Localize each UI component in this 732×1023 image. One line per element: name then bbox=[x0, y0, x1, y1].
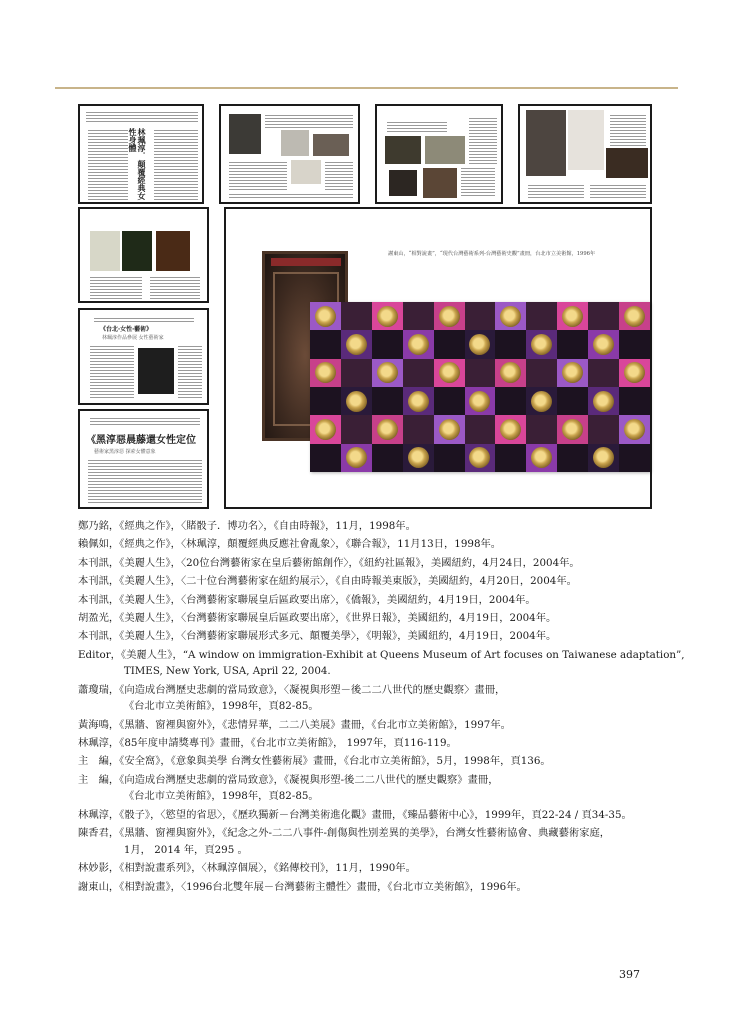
artwork-cell bbox=[526, 415, 557, 443]
gold-disc bbox=[531, 447, 552, 468]
artwork-cell bbox=[403, 359, 434, 387]
artwork-cell bbox=[310, 302, 341, 330]
artwork-cell bbox=[434, 302, 465, 330]
artwork-cell bbox=[465, 387, 496, 415]
artwork-cell bbox=[310, 359, 341, 387]
artwork-cell bbox=[526, 302, 557, 330]
artwork-cell bbox=[372, 387, 403, 415]
gold-disc bbox=[439, 419, 460, 440]
artwork-cell bbox=[403, 444, 434, 472]
artwork-cell bbox=[403, 302, 434, 330]
artwork-cell bbox=[465, 359, 496, 387]
gold-disc bbox=[562, 419, 583, 440]
artwork-cell bbox=[557, 330, 588, 358]
artwork-cell bbox=[465, 330, 496, 358]
artwork-cell bbox=[341, 444, 372, 472]
bibliography-entry: 黃海鳴，《黑牆、窗裡與窗外》，《悲情昇華，二二八美展》畫冊，《台北市立美術館》，1997年。 bbox=[78, 718, 511, 731]
artwork-cell bbox=[557, 444, 588, 472]
gold-disc bbox=[377, 419, 398, 440]
artwork-cell bbox=[495, 359, 526, 387]
clipping-caption: 林珮淳作品參展 女性藝術家 bbox=[102, 335, 164, 341]
artwork-cell bbox=[372, 444, 403, 472]
clipping-heading: 《台北‧女性‧藝術》 bbox=[100, 326, 153, 333]
bibliography-list bbox=[78, 518, 688, 897]
gold-disc bbox=[593, 391, 614, 412]
gold-disc bbox=[408, 334, 429, 355]
bibliography-entry: 林妙影，《相對說畫系列》，〈林珮淳個展〉，《銘傳校刊》，11月，1990年。 bbox=[78, 862, 416, 875]
clipping-3 bbox=[375, 104, 503, 204]
artwork-cell bbox=[372, 415, 403, 443]
artwork-cell bbox=[465, 444, 496, 472]
artwork-cell bbox=[341, 359, 372, 387]
checkerboard-artwork bbox=[310, 302, 650, 472]
artwork-cell bbox=[557, 387, 588, 415]
bibliography-entry: 本刊訊，《美麗人生》，〈台灣藝術家聯展皇后區政要出席〉，《僑報》，美國紐約，4月19日，2004年。 bbox=[78, 593, 536, 606]
bibliography-entry: 主 編，《向造成台灣歷史悲劇的當局致意》，《凝視與形塑-後二二八世代的歷史觀察》畫冊， 《台北市立美術館》，1998年，頁82-85。 bbox=[78, 773, 499, 803]
bibliography-entry: 本刊訊，《美麗人生》，〈二十位台灣藝術家在紐約展示〉，《自由時報美東版》，美國紐約，4月20日，2004年。 bbox=[78, 575, 577, 588]
artwork-cell bbox=[434, 444, 465, 472]
artwork-caption: 謝東山，“相對說畫”，“現代台灣藝術系列-台灣藝術史觀”畫冊，台北市立美術館，1996年 bbox=[388, 251, 596, 257]
gold-disc bbox=[315, 362, 336, 383]
gold-disc bbox=[469, 391, 490, 412]
artwork-cell bbox=[619, 387, 650, 415]
artwork-cell bbox=[619, 415, 650, 443]
page-number: 397 bbox=[619, 968, 640, 981]
clipping-headline: 林珮淳．顛覆經典女性身體 bbox=[128, 128, 146, 200]
artwork-cell bbox=[588, 444, 619, 472]
artwork-cell bbox=[403, 387, 434, 415]
gold-disc bbox=[377, 362, 398, 383]
clipping-5 bbox=[78, 207, 209, 303]
bibliography-entry: 胡盈光，《美麗人生》，〈台灣藝術家聯展皇后區政要出席〉，《世界日報》，美國紐約，4月19日，2004年。 bbox=[78, 611, 557, 624]
artwork-cell bbox=[434, 387, 465, 415]
artwork-cell bbox=[495, 387, 526, 415]
gold-disc bbox=[500, 419, 521, 440]
bibliography-entry: 本刊訊，《美麗人生》，〈台灣藝術家聯展形式多元、顛覆美學〉，《明報》，美國紐約，4月19日，2004年。 bbox=[78, 630, 557, 643]
artwork-cell bbox=[372, 359, 403, 387]
bibliography-entry: 賴佩如，《經典之作》，〈林珮淳，顛覆經典反應社會亂象〉，《聯合報》，11月13日，1998年。 bbox=[78, 538, 502, 551]
clipping-6 bbox=[78, 308, 209, 405]
bibliography-entry: 主 編，《安全窩》，《意象與美學 台灣女性藝術展》畫冊，《台北市立美術館》，5月，1998年，頁136。 bbox=[78, 755, 551, 768]
artwork-cell bbox=[403, 330, 434, 358]
artwork-cell bbox=[557, 359, 588, 387]
artwork-cell bbox=[310, 387, 341, 415]
clipping-1 bbox=[78, 104, 204, 204]
bibliography-entry: 本刊訊，《美麗人生》，〈20位台灣藝術家在皇后藝術館創作〉，《紐約社區報》，美國紐約，4月24日，2004年。 bbox=[78, 556, 580, 569]
gold-disc bbox=[593, 334, 614, 355]
gold-disc bbox=[562, 362, 583, 383]
bibliography-entry: 鄭乃銘，《經典之作》，〈賭骰子．博功名〉，《自由時報》，11月，1998年。 bbox=[78, 520, 416, 532]
artwork-cell bbox=[310, 444, 341, 472]
gold-disc bbox=[469, 334, 490, 355]
gold-disc bbox=[624, 419, 645, 440]
gold-disc bbox=[531, 334, 552, 355]
bibliography-entry: 陳香君，《黑牆、窗裡與窗外》，《紀念之外-二二八事件-創傷與性別差異的美學》，台灣女性藝術協會、典藏藝術家庭， 1月， 2014 年，頁295 。 bbox=[78, 827, 611, 856]
clipping-2 bbox=[219, 104, 360, 204]
artwork-cell bbox=[619, 359, 650, 387]
gold-disc bbox=[439, 362, 460, 383]
artwork-cell bbox=[495, 330, 526, 358]
artwork-cell bbox=[465, 415, 496, 443]
artwork-cell bbox=[341, 415, 372, 443]
gold-disc bbox=[500, 306, 521, 327]
artwork-cell bbox=[310, 415, 341, 443]
artwork-cell bbox=[526, 359, 557, 387]
artwork-cell bbox=[557, 302, 588, 330]
clipping-7 bbox=[78, 409, 209, 509]
artwork-cell bbox=[619, 302, 650, 330]
gold-disc bbox=[562, 306, 583, 327]
artwork-cell bbox=[588, 387, 619, 415]
artwork-cell bbox=[403, 415, 434, 443]
gold-disc bbox=[408, 447, 429, 468]
gold-disc bbox=[408, 391, 429, 412]
gold-disc bbox=[346, 334, 367, 355]
artwork-cell bbox=[588, 302, 619, 330]
artwork-cell bbox=[619, 330, 650, 358]
gold-disc bbox=[346, 391, 367, 412]
artwork-cell bbox=[372, 302, 403, 330]
gold-disc bbox=[346, 447, 367, 468]
gold-disc bbox=[469, 447, 490, 468]
bibliography-entry: 林珮淳，《骰子》，〈慾望的省思〉，《歷玖獨新－台灣美術進化觀》畫冊，《臻品藝術中心》，1999年，頁22-24 / 頁34-35。 bbox=[78, 808, 632, 821]
artwork-cell bbox=[434, 330, 465, 358]
artwork-cell bbox=[495, 302, 526, 330]
artwork-cell bbox=[341, 330, 372, 358]
artwork-cell bbox=[310, 330, 341, 358]
artwork-cell bbox=[341, 387, 372, 415]
gold-disc bbox=[531, 391, 552, 412]
bibliography-entry: Editor，《美麗人生》，“A window on immigration-Exhibit at Queens Museum of Art focuses on Taiwanese adaptation”, TIMES, New York, USA, April 22, 2004. bbox=[78, 648, 685, 678]
artwork-cell bbox=[588, 359, 619, 387]
artwork-cell bbox=[495, 415, 526, 443]
artwork-cell bbox=[372, 330, 403, 358]
gold-disc bbox=[439, 306, 460, 327]
gold-disc bbox=[500, 362, 521, 383]
gold-disc bbox=[315, 419, 336, 440]
bibliography-entry: 謝東山，《相對說畫》，〈1996台北雙年展－台灣藝術主體性〉畫冊，《台北市立美術館》，1996年。 bbox=[78, 880, 527, 893]
clipping-subheading: 藝術家黑淳惡 探索女體意象 bbox=[94, 449, 156, 455]
clipping-headline-large: 《黑淳惡晨藤還女性定位 bbox=[86, 435, 196, 446]
gold-disc bbox=[315, 306, 336, 327]
artwork-cell bbox=[526, 444, 557, 472]
artwork-cell bbox=[526, 387, 557, 415]
gold-disc bbox=[624, 362, 645, 383]
artwork-cell bbox=[557, 415, 588, 443]
clipping-4 bbox=[518, 104, 652, 204]
header-rule bbox=[55, 87, 678, 89]
gold-disc bbox=[593, 447, 614, 468]
bibliography-entry: 蕭瓊瑞，《向造成台灣歷史悲劇的當局致意》，〈凝視與形塑－後二二八世代的歷史觀察〉畫冊， 《台北市立美術館》，1998年，頁82-85。 bbox=[78, 683, 506, 713]
artwork-cell bbox=[588, 330, 619, 358]
gold-disc bbox=[377, 306, 398, 327]
artwork-cell bbox=[526, 330, 557, 358]
artwork-cell bbox=[341, 302, 372, 330]
artwork-cell bbox=[465, 302, 496, 330]
artwork-cell bbox=[588, 415, 619, 443]
bibliography-entry: 林珮淳，《85年度申請獎專刊》畫冊，《台北市立美術館》， 1997年，頁116-119。 bbox=[78, 737, 457, 750]
artwork-cell bbox=[434, 359, 465, 387]
artwork-cell bbox=[619, 444, 650, 472]
artwork-cell bbox=[495, 444, 526, 472]
gold-disc bbox=[624, 306, 645, 327]
artwork-cell bbox=[434, 415, 465, 443]
